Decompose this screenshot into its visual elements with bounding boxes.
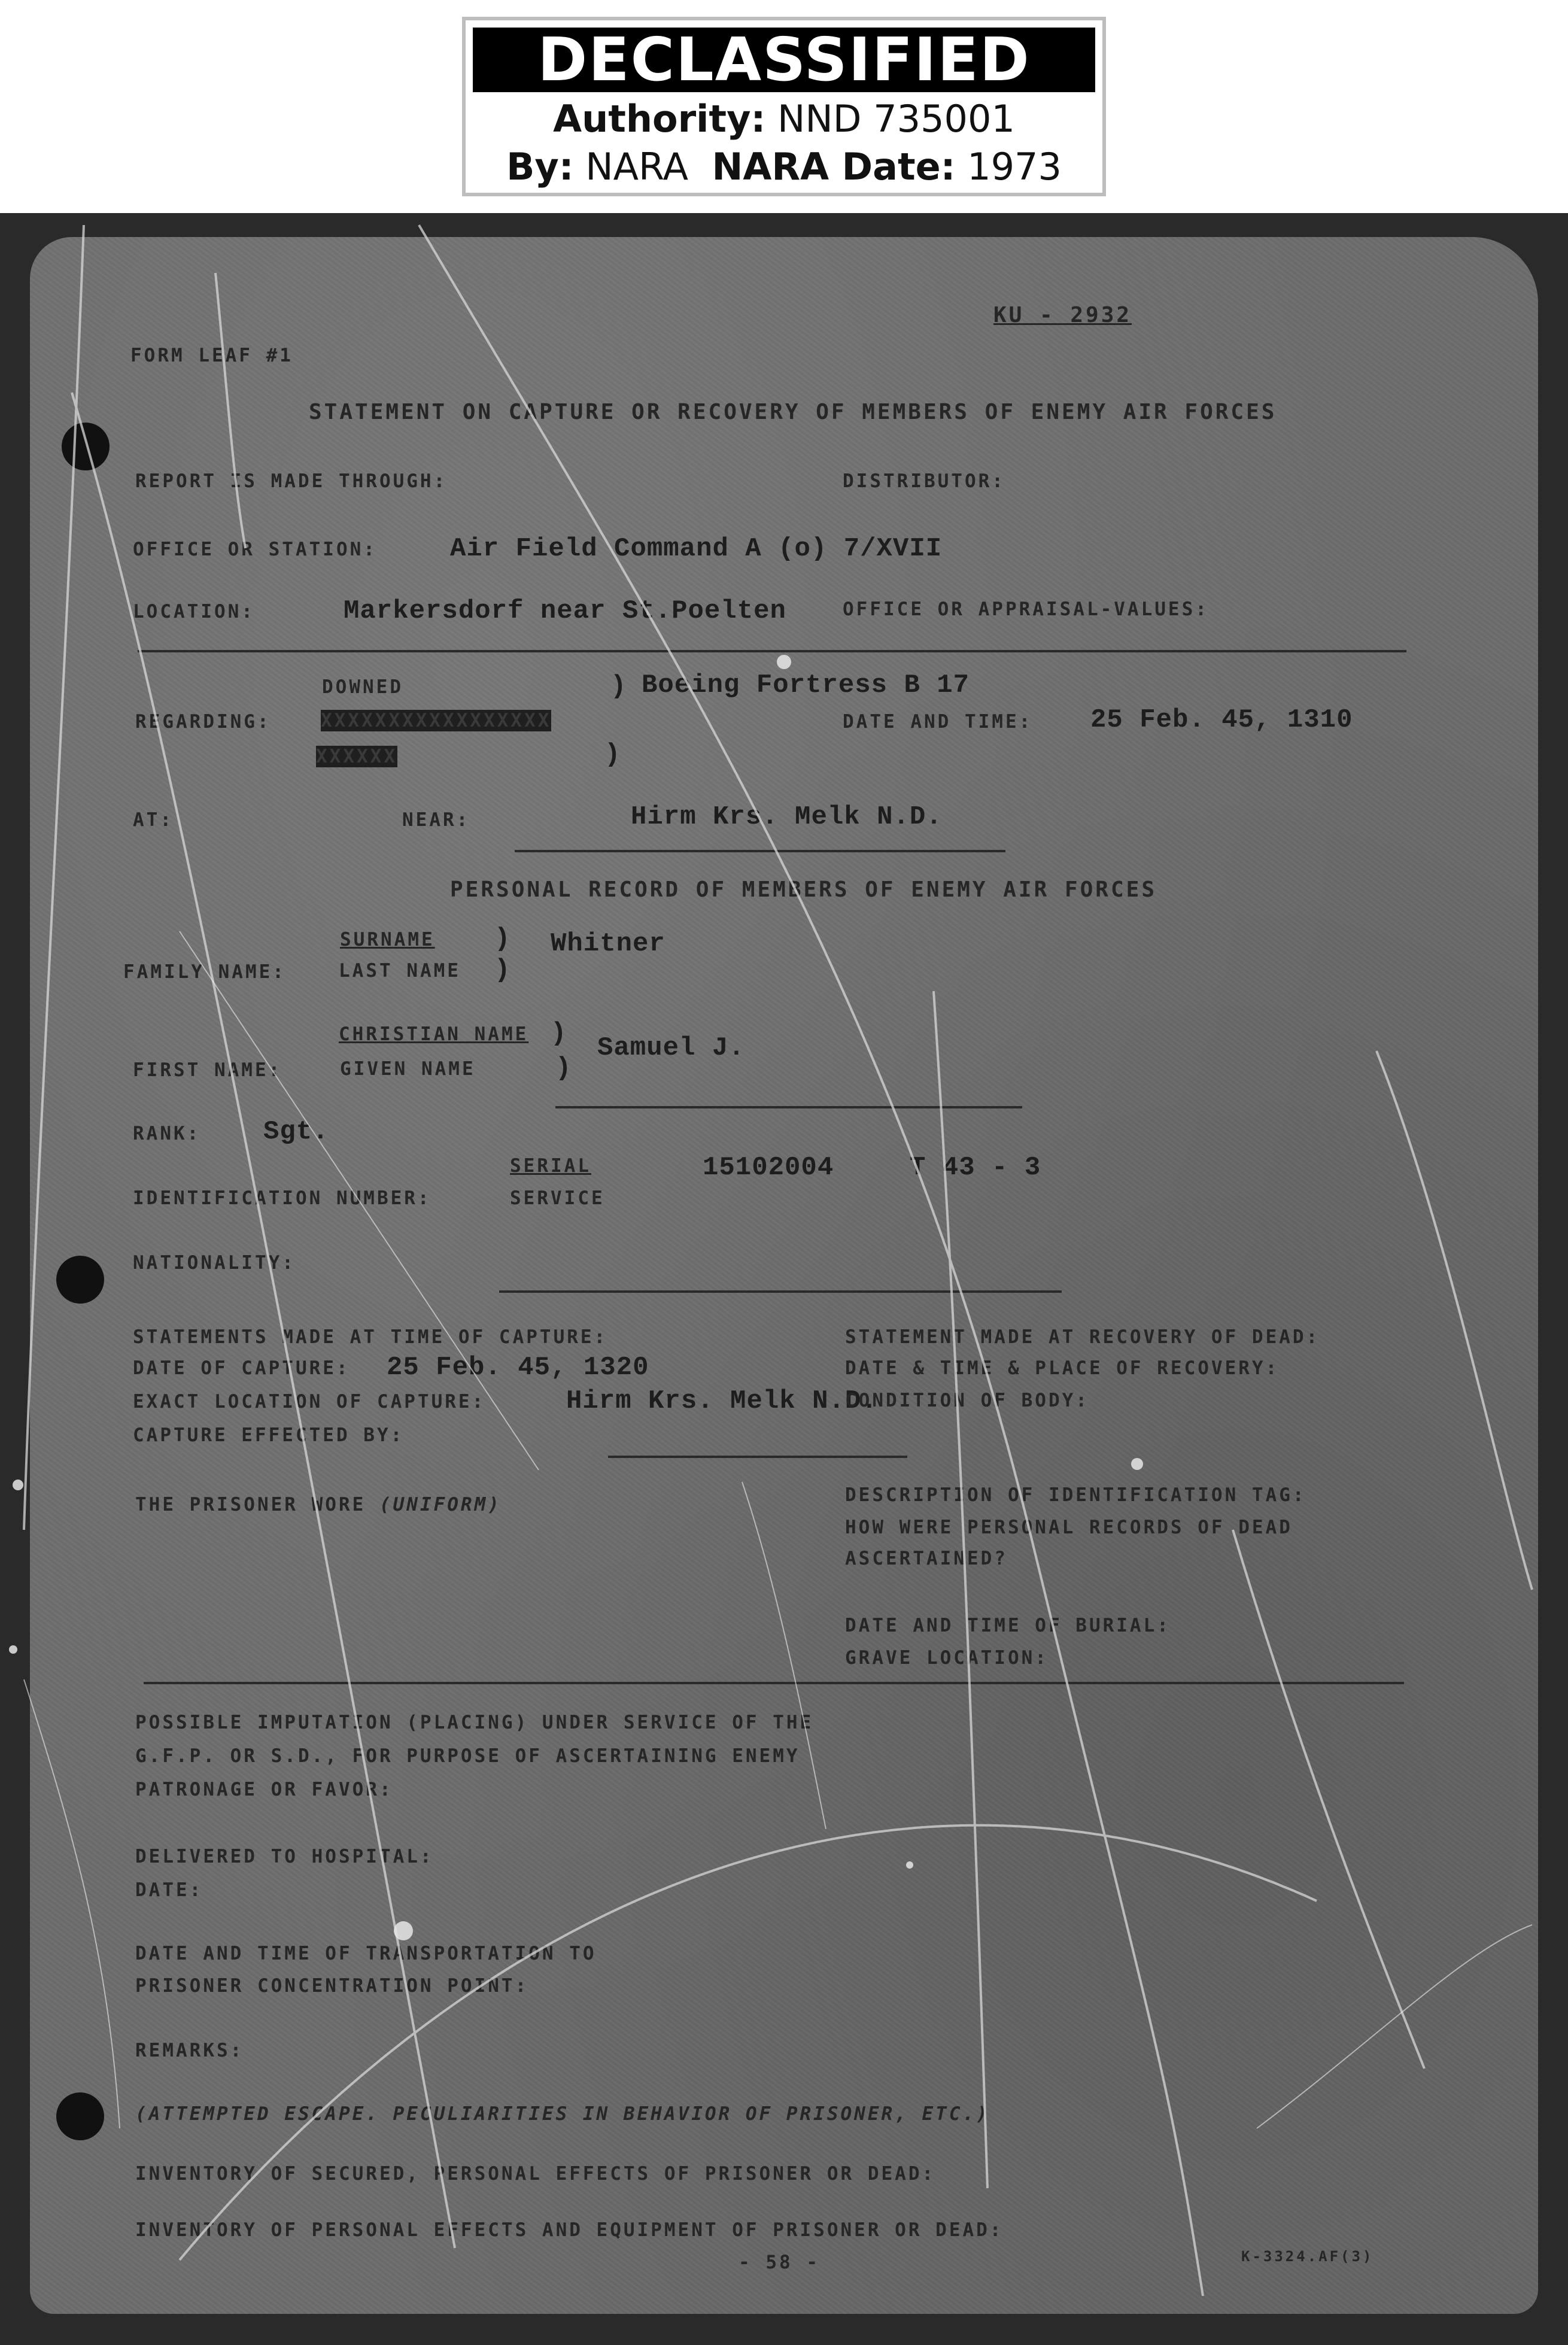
near-underline <box>515 850 1005 852</box>
dust-speck <box>9 1645 17 1654</box>
recovery-statement-label: STATEMENT MADE AT RECOVERY OF DEAD: <box>845 1326 1320 1348</box>
transport-line-2: PRISONER CONCENTRATION POINT: <box>135 1975 529 1997</box>
distributor-label: DISTRIBUTOR: <box>843 470 1005 492</box>
paren-right-2: ) <box>604 740 621 770</box>
aircraft-value: Boeing Fortress B 17 <box>642 670 970 700</box>
office-value: Air Field Command A (o) 7/XVII <box>450 534 943 564</box>
nationality-underline <box>499 1290 1062 1293</box>
burial-label: DATE AND TIME OF BURIAL: <box>845 1615 1171 1636</box>
near-value: Hirm Krs. Melk N.D. <box>631 802 943 832</box>
stamp-by-date <box>466 145 1102 189</box>
location-value: Markersdorf near St.Poelten <box>344 596 786 626</box>
stamp-date-label: NARA Date: <box>712 145 956 189</box>
regarding-option-struck-2: XXXXXX <box>316 746 397 767</box>
personal-records-label: HOW WERE PERSONAL RECORDS OF DEAD <box>845 1517 1293 1538</box>
divider-line <box>138 650 1406 652</box>
rank-label: RANK: <box>133 1123 201 1144</box>
punch-hole-middle <box>56 1256 104 1304</box>
ascertained-label: ASCERTAINED? <box>845 1548 1008 1569</box>
capture-location-value: Hirm Krs. Melk N.D. <box>566 1386 878 1416</box>
form-title: STATEMENT ON CAPTURE OR RECOVERY OF MEMBERS OF ENEMY AIR FORCES <box>309 400 1277 424</box>
inventory-secured-label: INVENTORY OF SECURED, PERSONAL EFFECTS OF PRISONER OR DEAD: <box>135 2163 936 2185</box>
uniform-label <box>135 1494 502 1515</box>
capture-location-label: EXACT LOCATION OF CAPTURE: <box>133 1391 486 1413</box>
scanned-document <box>0 213 1568 2345</box>
stamp-authority <box>466 97 1102 141</box>
stamp-title: DECLASSIFIED <box>473 28 1095 92</box>
capture-effected-label: CAPTURE EFFECTED BY: <box>133 1424 405 1446</box>
nationality-label: NATIONALITY: <box>133 1252 296 1274</box>
hospital-label: DELIVERED TO HOSPITAL: <box>135 1846 434 1867</box>
punch-hole-bottom <box>56 2092 104 2140</box>
declassified-stamp <box>462 17 1106 196</box>
stamp-authority-label: Authority: <box>553 97 766 141</box>
uniform-note: (UNIFORM) <box>379 1494 502 1515</box>
capture-date-value: 25 Feb. 45, 1320 <box>387 1353 649 1383</box>
office-label: OFFICE OR STATION: <box>133 539 377 560</box>
location-label: LOCATION: <box>133 601 255 622</box>
service-value: T 43 - 3 <box>910 1153 1041 1183</box>
id-number-label: IDENTIFICATION NUMBER: <box>133 1187 431 1209</box>
date-time-label: DATE AND TIME: <box>843 711 1033 733</box>
near-label: NEAR: <box>402 809 470 831</box>
paren-right: ) <box>610 672 627 701</box>
stamp-by-label: By: <box>506 145 574 189</box>
regarding-option-downed: DOWNED <box>322 676 403 698</box>
imputation-line-1: POSSIBLE IMPUTATION (PLACING) UNDER SERVICE OF THE <box>135 1712 814 1733</box>
section-divider <box>144 1682 1404 1684</box>
capture-date-label: DATE OF CAPTURE: <box>133 1357 350 1379</box>
hospital-date-label: DATE: <box>135 1879 203 1901</box>
capture-statements-label: STATEMENTS MADE AT TIME OF CAPTURE: <box>133 1326 608 1348</box>
rank-value: Sgt. <box>263 1117 329 1147</box>
page-number: - 58 - <box>739 2252 820 2273</box>
serial-label: SERIAL <box>510 1155 591 1177</box>
form-code: K-3324.AF(3) <box>1241 2248 1374 2265</box>
first-name-value: Samuel J. <box>597 1033 745 1063</box>
form-label: FORM LEAF #1 <box>130 345 293 366</box>
paren-surname: ) <box>494 924 511 954</box>
service-label: SERVICE <box>510 1187 605 1209</box>
report-through-label: REPORT IS MADE THROUGH: <box>135 470 448 492</box>
remarks-note: (ATTEMPTED ESCAPE. PECULIARITIES IN BEHAVIOR OF PRISONER, ETC.) <box>135 2103 990 2125</box>
christian-name-label: CHRISTIAN NAME <box>339 1023 529 1045</box>
last-name-label: LAST NAME <box>339 960 461 982</box>
inventory-equipment-label: INVENTORY OF PERSONAL EFFECTS AND EQUIPMENT OF PRISONER OR DEAD: <box>135 2219 1004 2241</box>
dust-speck <box>13 1480 23 1490</box>
grave-location-label: GRAVE LOCATION: <box>845 1647 1049 1669</box>
remarks-label: REMARKS: <box>135 2040 244 2061</box>
paren-given: ) <box>555 1053 572 1083</box>
stamp-date-value: 1973 <box>967 145 1062 189</box>
surname-label: SURNAME <box>340 929 435 950</box>
regarding-label: REGARDING: <box>135 711 271 733</box>
file-number: KU - 2932 <box>993 303 1132 327</box>
paren-last-name: ) <box>494 955 511 985</box>
first-name-label: FIRST NAME: <box>133 1059 282 1081</box>
name-underline <box>555 1106 1022 1108</box>
serial-value: 15102004 <box>703 1153 834 1183</box>
given-name-label: GIVEN NAME <box>340 1058 476 1080</box>
uniform-label-text: THE PRISONER WORE <box>135 1494 366 1515</box>
personal-record-title: PERSONAL RECORD OF MEMBERS OF ENEMY AIR FORCES <box>450 877 1157 902</box>
imputation-line-2: G.F.P. OR S.D., FOR PURPOSE OF ASCERTAINING ENEMY <box>135 1745 800 1767</box>
date-time-value: 25 Feb. 45, 1310 <box>1090 705 1353 735</box>
recovery-date-place-label: DATE & TIME & PLACE OF RECOVERY: <box>845 1357 1280 1379</box>
family-name-label: FAMILY NAME: <box>123 961 286 983</box>
appraisal-label: OFFICE OR APPRAISAL-VALUES: <box>843 599 1209 620</box>
at-label: AT: <box>133 809 174 831</box>
family-name-value: Whitner <box>551 929 666 959</box>
stamp-authority-value: NND 735001 <box>777 97 1015 141</box>
body-condition-label: CONDITION OF BODY: <box>845 1390 1089 1411</box>
punch-hole-top <box>62 423 110 470</box>
paren-christian: ) <box>551 1019 567 1049</box>
identification-tag-label: DESCRIPTION OF IDENTIFICATION TAG: <box>845 1484 1306 1506</box>
imputation-line-3: PATRONAGE OR FAVOR: <box>135 1779 393 1800</box>
regarding-option-struck: XXXXXXXXXXXXXXXXX <box>321 710 552 731</box>
transport-line-1: DATE AND TIME OF TRANSPORTATION TO <box>135 1943 597 1964</box>
capture-underline <box>608 1456 907 1458</box>
stamp-by-value: NARA <box>585 145 689 189</box>
